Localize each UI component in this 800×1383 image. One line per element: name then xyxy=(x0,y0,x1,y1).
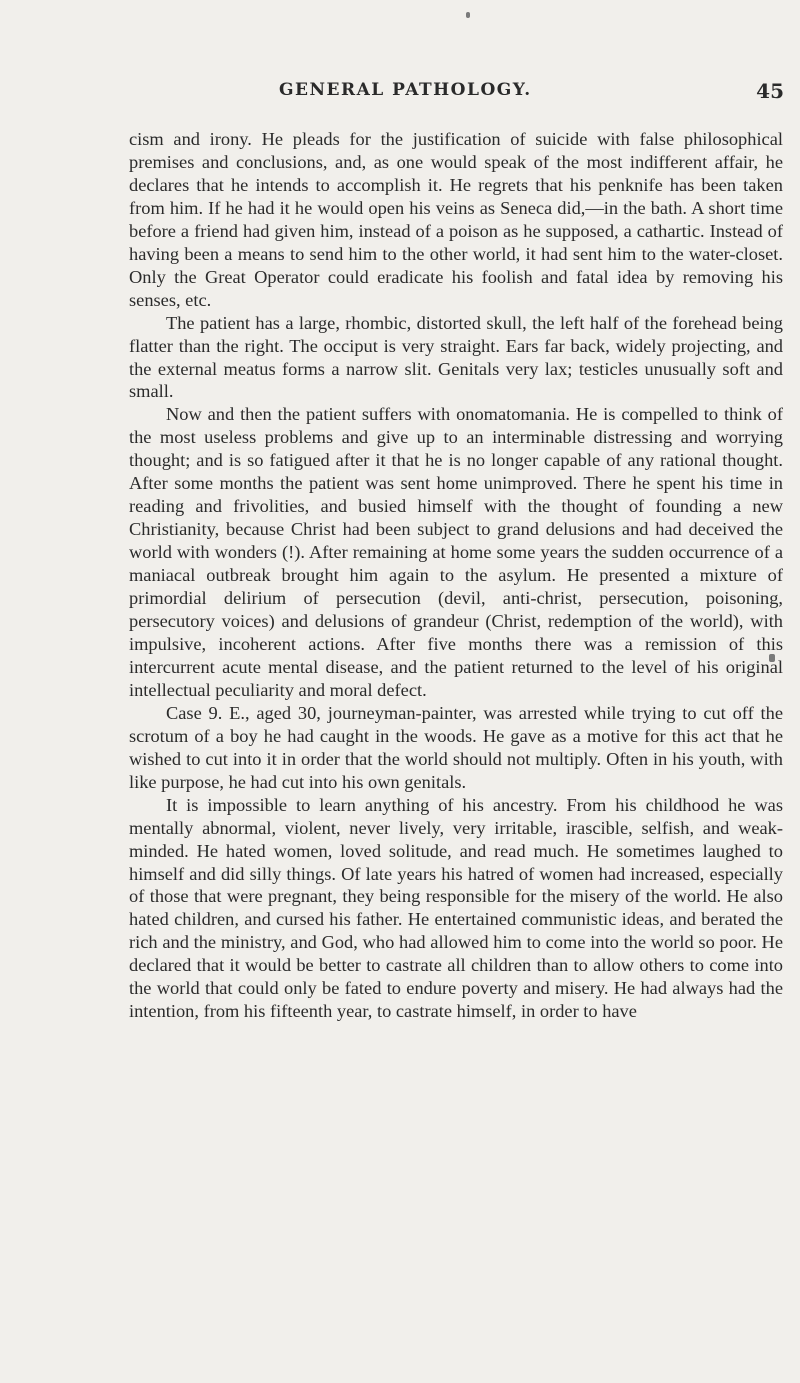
running-title: GENERAL PATHOLOGY. xyxy=(279,80,532,100)
paragraph: Case 9. E., aged 30, journeyman-painter, was arrested while trying to cut off the scrotum of a boy he had caught in the woods. He gave as a motive for this act that he wished to cut into it in order that the world should not multiply. Often in his youth, with like purpose, he had cut into his own genitals. xyxy=(129,702,783,792)
page-number: 45 xyxy=(756,79,784,103)
print-speck xyxy=(466,12,470,18)
paragraph: It is impossible to learn anything of his ancestry. From his childhood he was mentally abnormal, violent, never lively, very irritable, irascible, selfish, and weak-minded. He hated women, loved solitude, and read much. He sometimes laughed to himself and did silly things. Of late years his hatred of women had increased, especially of those that were pregnant, they being responsible for the misery of the world. He also hated children, and cursed his father. He entertained communistic ideas, and berated the rich and the ministry, and God, who had allowed him to come into the world so poor. He declared that it would be better to castrate all children than to allow others to come into the world that could only be fated to endure poverty and misery. He had always had the intention, from his fifteenth year, to castrate himself, in order to have xyxy=(129,794,783,1022)
paragraph: cism and irony. He pleads for the justification of suicide with false philosophical premises and conclusions, and, as one would speak of the most indifferent affair, he declares that he intends to accomplish it. He regrets that his penknife has been taken from him. If he had it he would open his veins as Seneca did,—in the bath. A short time before a friend had given him, instead of a poison as he supposed, a cathartic. Instead of having been a means to send him to the other world, it had sent him to the water-closet. Only the Great Operator could eradicate his foolish and fatal idea by removing his senses, etc. xyxy=(129,129,783,310)
paragraph: The patient has a large, rhombic, distorted skull, the left half of the forehead being flatter than the right. The occiput is very straight. Ears far back, widely projecting, and the external meatus forms a narrow slit. Genitals very lax; testicles unusually soft and small. xyxy=(129,312,783,402)
paragraph: Now and then the patient suffers with onomatomania. He is compelled to think of the most useless problems and give up to an interminable distressing and worrying thought; and is so fatigued after it that he is no longer capable of any rational thought. After some months the patient was sent home unimproved. There he spent his time in reading and frivolities, and busied himself with the thought of founding a new Christianity, because Christ had been subject to grand delusions and had deceived the world with wonders (!). After remaining at home some years the sudden occurrence of a maniacal outbreak brought him again to the asylum. He presented a mixture of primordial delirium of persecution (devil, anti-christ, persecution, poisoning, persecutory voices) and delusions of grandeur (Christ, redemption of the world), with impulsive, incoherent actions. After five months there was a remission of this intercurrent acute mental disease, and the patient returned to the level of his original intellectual peculiarity and moral defect. xyxy=(129,404,783,700)
page-header xyxy=(129,80,784,106)
body-text xyxy=(129,128,783,1023)
